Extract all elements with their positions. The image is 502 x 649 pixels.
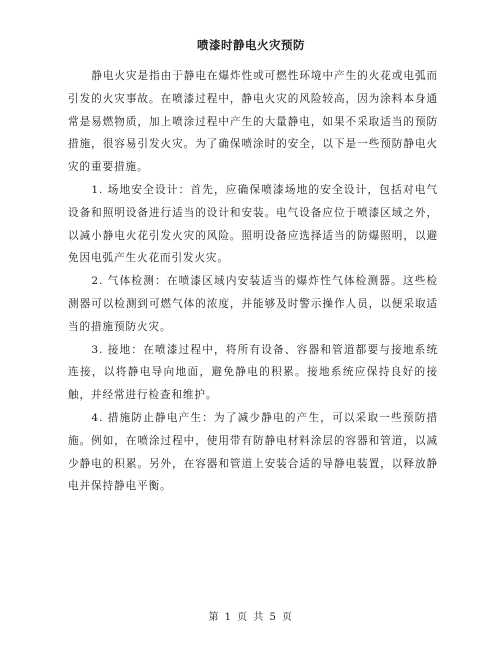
document-title: 喷漆时静电火灾预防 <box>197 38 305 52</box>
measure-paragraph-site-safety: 1. 场地安全设计：首先，应确保喷漆场地的安全设计，包括对电气设备和照明设备进行适当的设计和安装。电气设备应位于喷漆区域之外，以减小静电火花引发火灾的风险。照明设备应选择适当的防爆照明，以避免因电弧产生火花而引发火灾。 <box>68 183 438 265</box>
page-number-footer: 第 1 页 共 5 页 <box>208 612 294 623</box>
document-body <box>68 65 438 498</box>
measure-paragraph-static-prevention: 4. 措施防止静电产生：为了减少静电的产生，可以采取一些预防措施。例如，在喷涂过程中，使用带有防静电材料涂层的容器和管道，以减少静电的积累。另外，在容器和管道上安装合适的导静电装置，以释放静电并保持静电平衡。 <box>68 411 438 493</box>
intro-paragraph: 静电火灾是指由于静电在爆炸性或可燃性环境中产生的火花或电弧而引发的火灾事故。在喷漆过程中，静电火灾的风险较高，因为涂料本身通常是易燃物质，加上喷涂过程中产生的大量静电，如果不采取适当的预防措施，很容易引发火灾。为了确保喷涂时的安全，以下是一些预防静电火灾的重要措施。 <box>68 70 438 174</box>
measure-paragraph-gas-detection: 2. 气体检测：在喷漆区域内安装适当的爆炸性气体检测器。这些检测器可以检测到可燃气体的浓度，并能够及时警示操作人员，以便采取适当的措施预防火灾。 <box>68 275 438 333</box>
measure-paragraph-grounding: 3. 接地：在喷漆过程中，将所有设备、容器和管道都要与接地系统连接，以将静电导向地面，避免静电的积累。接地系统应保持良好的接触，并经常进行检查和维护。 <box>68 343 438 402</box>
